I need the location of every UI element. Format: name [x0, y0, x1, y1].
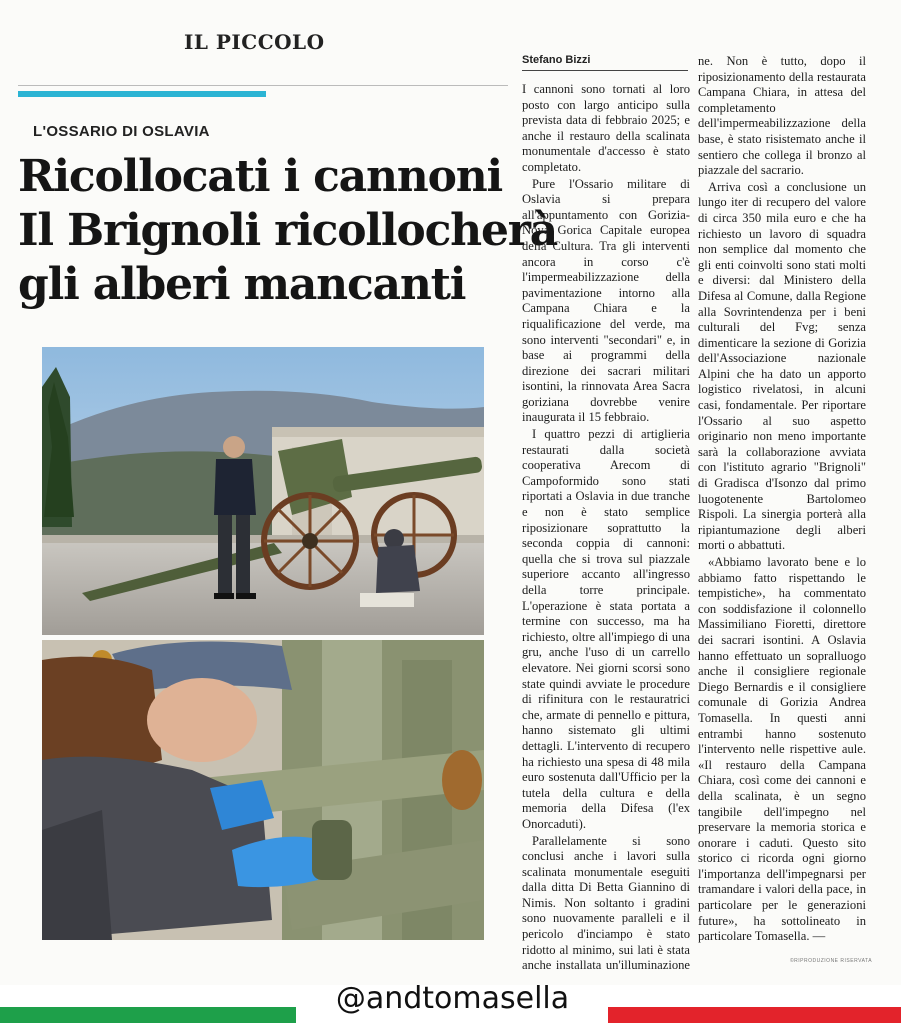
article-column-1 [522, 82, 690, 972]
top-rule [18, 85, 508, 86]
paragraph: Parallelamente si sono conclusi anche i lavori sulla scalinata monumentale eseguiti dalla ditta Di Betta Giannino di Nimis. Non soltanto i gradini sono nuovamente paralleli e il pericolo d'inciampo è stato ridotto al minimo, sui lati è stata anche installata un'illuminazione [522, 833, 690, 972]
copyright-notice: ©RIPRODUZIONE RISERVATA [790, 958, 873, 964]
paragraph: I quattro pezzi di artiglieria restaurati dalla società cooperativa Arecom di Campoformido sono stati riportati a Oslavia in due tranche e non è stato semplice riposizionare soprattutto la seconda coppia di cannoni: quella che si trova sul piazzale superiore accanto all'ingresso della torre principale. L'operazione è stata portata a termine con successo, ma ha richiesto, oltre all'impiego di una gru, anche l'uso di un carrello elevatore. Nei giorni scorsi sono state quindi avviate le procedure di rifinitura con le restauratrici che, armate di pennello e pittura, hanno sistemato gli ultimi dettagli. L'intervento di recupero ha richiesto una spesa di 48 mila euro sostenuta dall'Ufficio per la tutela della cultura e della memoria della Difesa (l'ex Onorcaduti). [522, 427, 690, 831]
byline-rule [522, 70, 688, 71]
flag-green-bar [0, 1007, 296, 1023]
photo-cannon-ossuary [42, 347, 484, 635]
paragraph: I cannoni sono tornati al loro posto con largo anticipo sulla prevista data di febbraio 2025; e anche il restauro della scalinata monumentale d'accesso è stato completato. [522, 82, 690, 174]
photo-restorer-painting [42, 640, 484, 940]
paragraph: Arriva così a conclusione un lungo iter di recupero del valore di circa 350 mila euro e che ha richiesto un lavoro di squadra non semplice dal momento che gli enti coinvolti sono stati molti e diversi: dal Ministero della Difesa al Comune, dalla Regione alla Sovrintendenza per i beni culturali del Fvg; senza dimenticare la sezione di Gorizia dell'Associazione nazionale Alpini che ha dato un apporto logistico rivelatosi, in alcuni casi, fondamentale. Per riportare l'Ossario al suo aspetto originario non meno importante sarà la collaborazione avviata con l'istituto agrario "Brignoli" di Gradisca d'Isonzo dal primo luogotenente Bartolomeo Rispoli. La sinergia porterà alla ripiantumazione degli alberi morti o abbattuti. [698, 179, 866, 553]
social-handle: @andtomasella [335, 981, 570, 1016]
paragraph: Pure l'Ossario militare di Oslavia si prepara all'appuntamento con Gorizia-Nova Gorica Capitale europea della Cultura. Tra gli interventi ancora in corso c'è l'impermeabilizzazione della pavimentazione intorno alla Campana Chiara e la riqualificazione del verde, ma sono interventi "secondari" e, in base ai programmi della direzione dei sacrari militari isontini, la rinnovata Area Sacra goriziana dovrebbe venire inaugurata il 15 febbraio. [522, 176, 690, 425]
headline-line-3: gli alberi mancanti [18, 259, 466, 310]
flag-red-bar [608, 1007, 901, 1023]
kicker: L'OSSARIO DI OSLAVIA [33, 123, 210, 140]
accent-rule [18, 91, 266, 97]
headline-line-1: Ricollocati i cannoni [18, 151, 503, 202]
masthead: IL PICCOLO [184, 30, 325, 54]
headline-line-2: Il Brignoli ricollocherà [18, 205, 558, 256]
article-column-2 [698, 54, 866, 972]
byline: Stefano Bizzi [522, 54, 591, 66]
paragraph: ne. Non è tutto, dopo il riposizionamento della restaurata Campana Chiara, in attesa del completamento dell'impermeabilizzazione della base, è stato risistemato anche il sentiero che collega il bronzo al piazzale del sacrario. [698, 54, 866, 178]
paragraph: «Abbiamo lavorato bene e lo abbiamo fatto rispettando le tempistiche», ha commentato con soddisfazione il colonnello Massimiliano Fioretti, direttore dei sacrari isontini. A Oslavia hanno effettuato un sopralluogo anche il consigliere regionale Diego Bernardis e il consigliere comunale di Gorizia Andrea Tomasella. In questi anni entrambi hanno sostenuto l'intervento nelle rispettive aule. «Il restauro della Campana Chiara, così come dei cannoni e della scalinata, è un segno tangibile dell'impegno nel preservare la memoria storica e onorare i caduti. Questo sito storico ci ricorda ogni giorno l'importanza dell'impegnarsi per tramandare i valori della pace, in particolare per le generazioni future», ha sottolineato in particolare Tomasella. — [698, 555, 866, 944]
